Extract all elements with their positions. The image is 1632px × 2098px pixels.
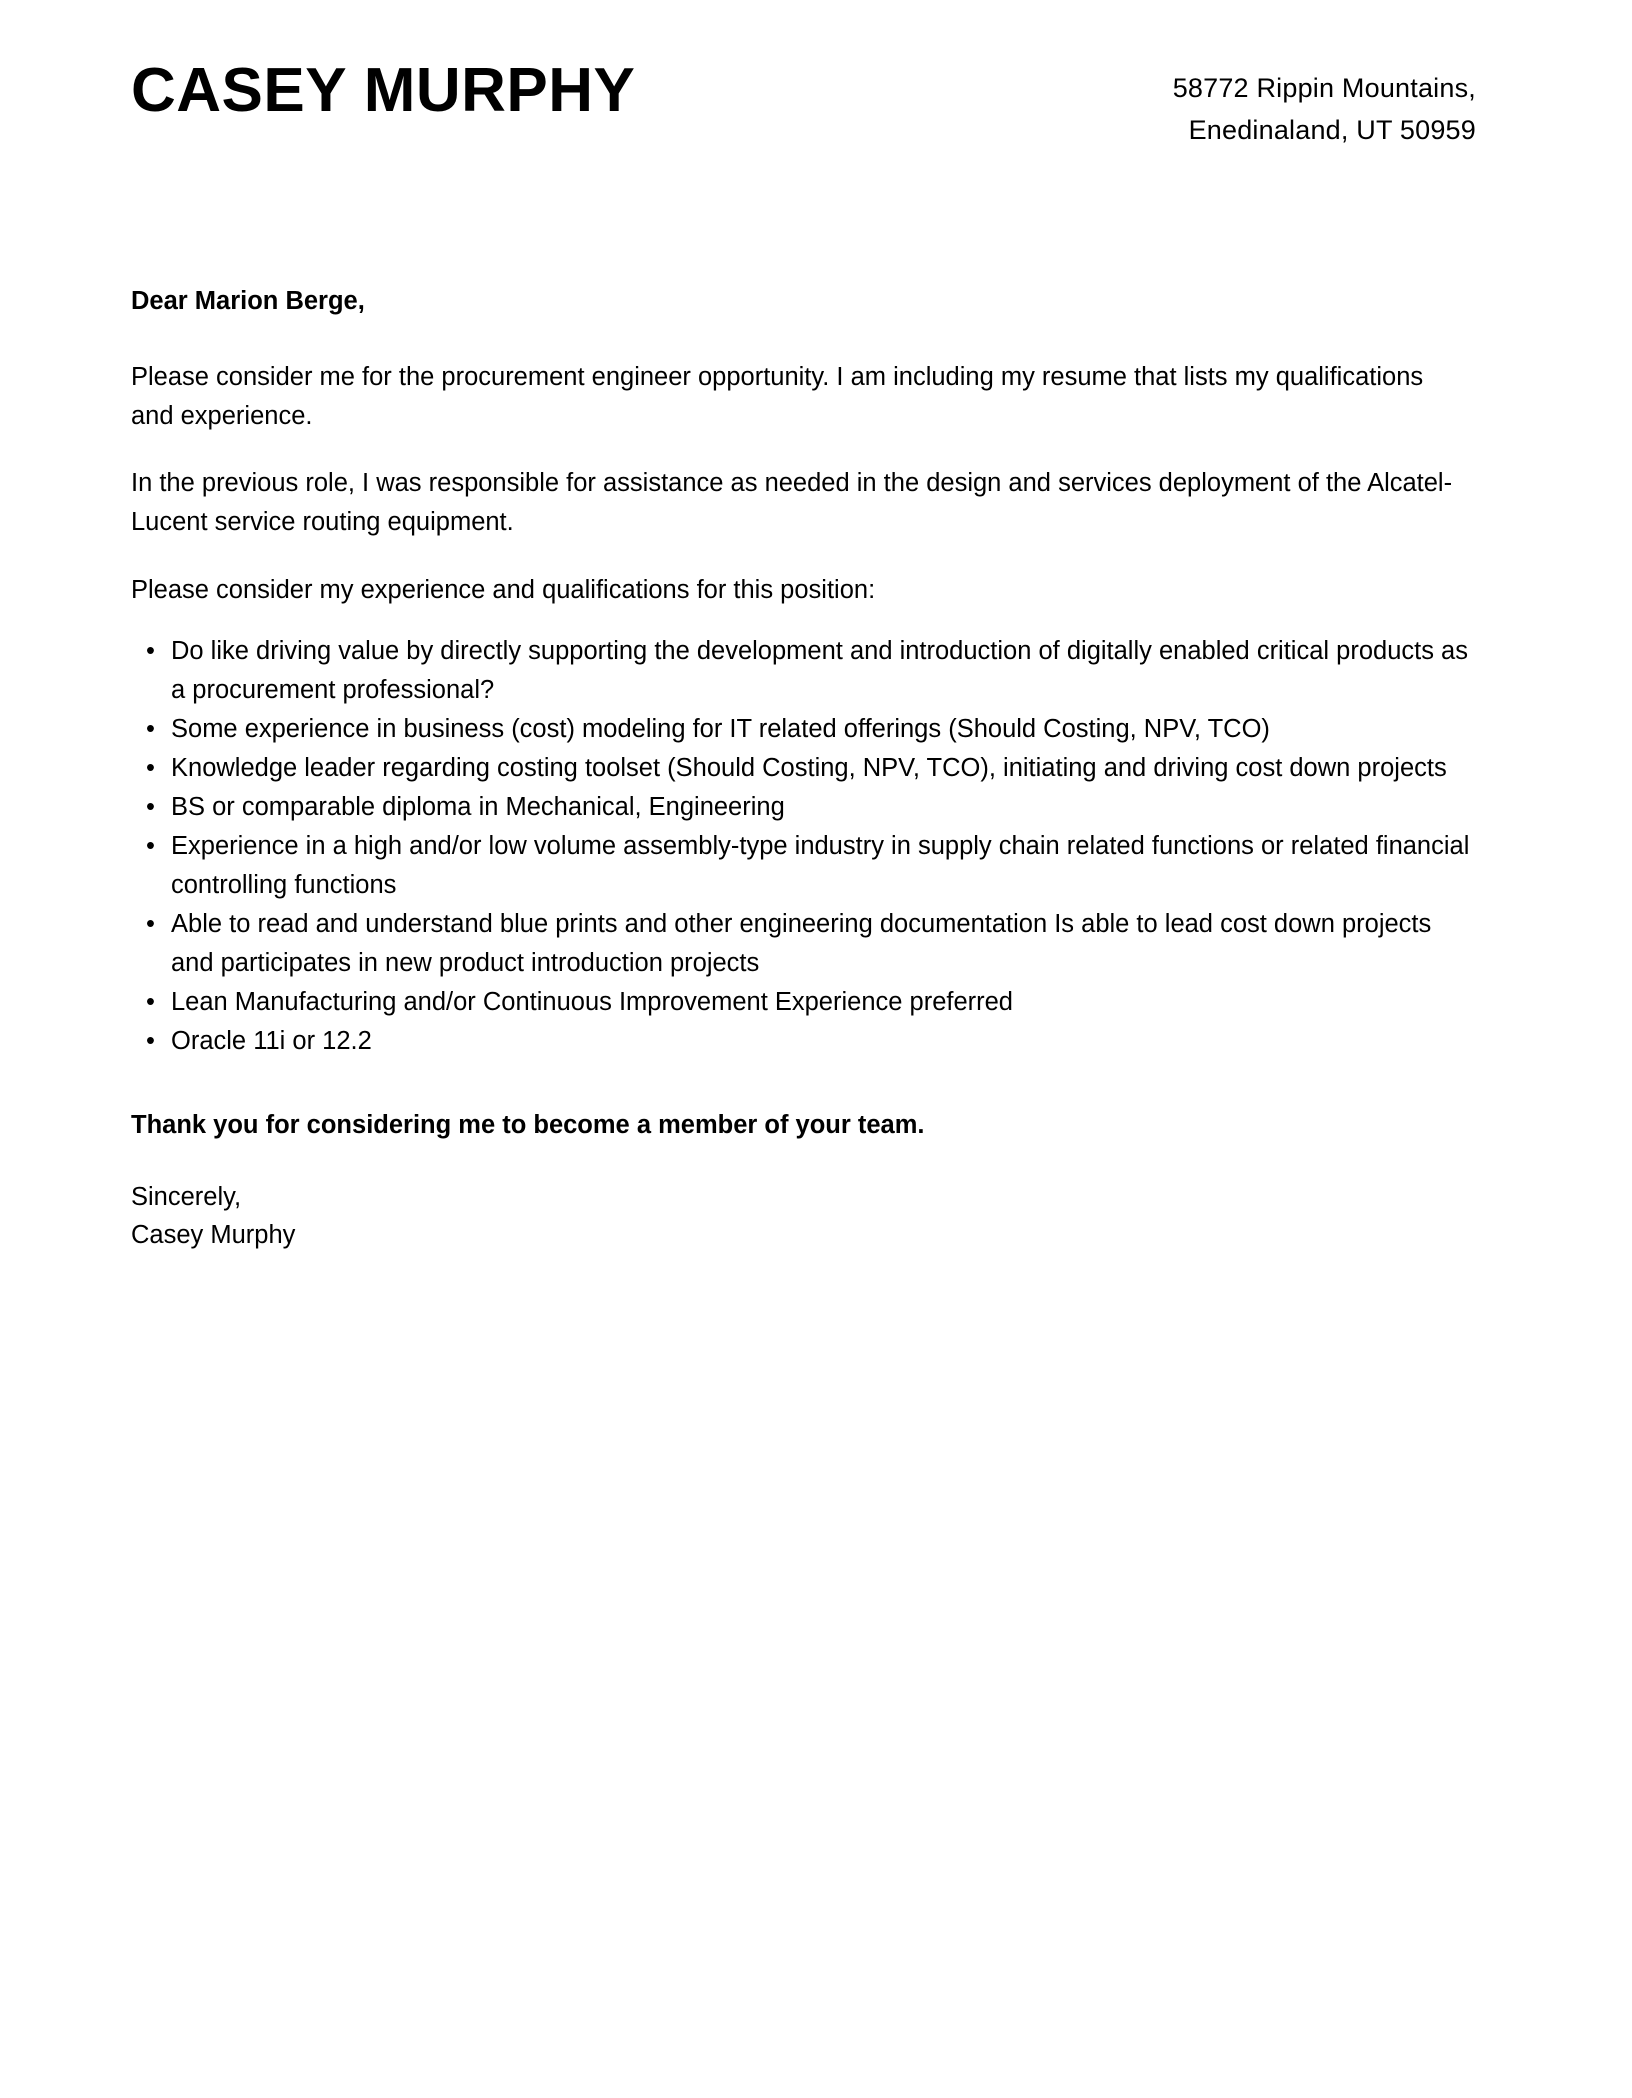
list-item — [131, 749, 1471, 788]
body-paragraph-1: Please consider me for the procurement engineer opportunity. I am including my resume that lists my qualifications and experience. — [131, 362, 1424, 430]
list-item-text: Oracle 11i or 12.2 — [171, 1026, 372, 1055]
bullet-icon: • — [146, 1026, 155, 1055]
address-block — [1173, 58, 1501, 152]
qualifications-intro: Please consider my experience and qualifications for this position: — [131, 575, 876, 604]
bullet-icon: • — [146, 714, 155, 743]
valediction: Sincerely, — [131, 1182, 242, 1211]
letter-body — [131, 283, 1471, 1254]
bullet-icon: • — [146, 636, 155, 665]
list-item — [131, 827, 1471, 905]
list-item-text: Some experience in business (cost) modeling for IT related offerings (Should Costing, NPV, TCO) — [171, 714, 1270, 743]
list-item — [131, 1022, 1471, 1061]
bullet-icon: • — [146, 792, 155, 821]
salutation: Dear Marion Berge, — [131, 287, 365, 315]
list-item-text: Lean Manufacturing and/or Continuous Improvement Experience preferred — [171, 987, 1013, 1016]
name-block — [131, 58, 635, 124]
list-item — [131, 905, 1471, 983]
bullet-icon: • — [146, 753, 155, 782]
list-item-text: Do like driving value by directly supporting the development and introduction of digitally enabled critical products as a procurement professional? — [171, 636, 1468, 704]
signoff-block — [131, 1178, 1471, 1255]
bullet-icon: • — [146, 831, 155, 860]
qualifications-list — [131, 632, 1471, 1061]
list-item — [131, 710, 1471, 749]
address-line-2: Enedinaland, UT 50959 — [1188, 114, 1476, 145]
candidate-name: CASEY MURPHY — [131, 56, 636, 125]
signature-name: Casey Murphy — [131, 1220, 296, 1249]
list-item — [131, 632, 1471, 710]
list-item — [131, 983, 1471, 1022]
list-item-text: Experience in a high and/or low volume assembly-type industry in supply chain related functions or related financial controlling functions — [171, 831, 1470, 899]
list-item-text: BS or comparable diploma in Mechanical, Engineering — [171, 792, 785, 821]
cover-letter — [131, 0, 1501, 1254]
bullet-icon: • — [146, 987, 155, 1016]
address-line-1: 58772 Rippin Mountains, — [1172, 73, 1476, 103]
letter-header — [131, 0, 1501, 178]
list-item-text: Knowledge leader regarding costing toolset (Should Costing, NPV, TCO), initiating and driving cost down projects — [171, 753, 1447, 782]
body-paragraph-2: In the previous role, I was responsible for assistance as needed in the design and services deployment of the Alcatel-Lucent service routing equipment. — [131, 469, 1453, 537]
closing-statement: Thank you for considering me to become a member of your team. — [131, 1110, 925, 1139]
bullet-icon: • — [146, 909, 155, 938]
list-item — [131, 788, 1471, 827]
list-item-text: Able to read and understand blue prints and other engineering documentation Is able to lead cost down projects and participates in new product introduction projects — [171, 909, 1432, 977]
